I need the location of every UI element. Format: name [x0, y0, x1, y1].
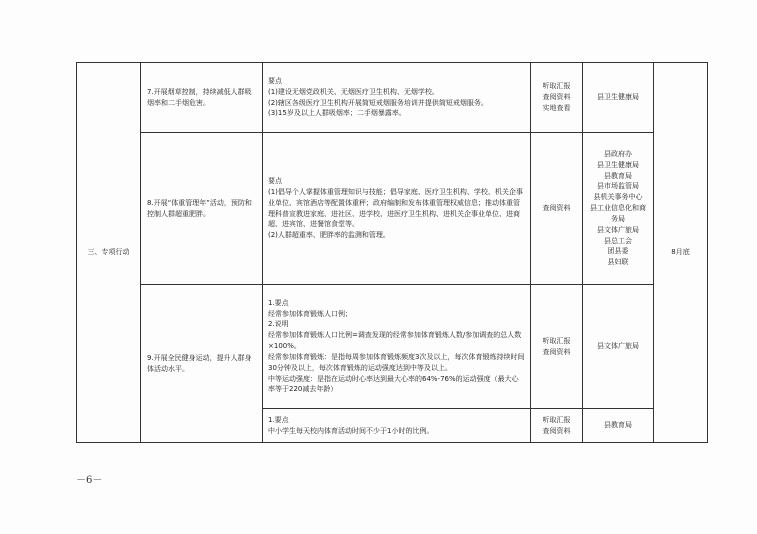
- req-line: 中小学生每天校内体育活动时间不少于1小时的比例。: [268, 426, 434, 435]
- page-number: －6－: [76, 475, 103, 486]
- req-line: 中等运动强度：是指在运动时心率达到最大心率的64%-76%的运动强度（最大心率等于220减去年龄）: [268, 374, 519, 394]
- method-line: 实地查看: [542, 103, 571, 112]
- department-8: [583, 133, 654, 285]
- task-8: 8.开展“体重管理年”活动，预防和控制人群超重肥胖。: [141, 133, 263, 285]
- department-7: [583, 63, 654, 133]
- department-name: 县教育局: [604, 171, 632, 180]
- method-8: [531, 133, 583, 285]
- req-line: 经常参加体育锻炼人口比例=调查发现的经常参加体育锻炼人数/参加调查的总人数×100%。: [268, 331, 522, 351]
- req-line: (1)建设无烟党政机关、无烟医疗卫生机构、无烟学校。: [268, 87, 439, 96]
- method-line: 听取汇报: [542, 82, 571, 91]
- section-label: 三、专项行动: [77, 63, 141, 443]
- method-9b: [531, 409, 583, 443]
- req-line: (2)人群超重率、肥胖率的监测和管理。: [268, 231, 390, 240]
- req-line: 2.说明: [268, 320, 289, 329]
- req-line: 经常参加体育锻炼：是指每周参加体育锻炼频度3次及以上，每次体育锻炼持续时间30分钟及以上，每次体育锻炼的运动强度达到中等及以上。: [268, 352, 525, 372]
- deadline: 8月底: [654, 63, 708, 443]
- department-name: 县文体广旅局: [597, 342, 639, 351]
- department-name: 县机关事务中心: [593, 193, 643, 202]
- evaluation-table: [76, 62, 708, 443]
- method-line: 听取汇报: [542, 336, 571, 345]
- req-line: 1.要点: [268, 415, 289, 424]
- task-7: 7.开展烟草控制，持续减低人群吸烟率和二手烟危害。: [141, 63, 263, 133]
- req-line: 1.要点: [268, 298, 289, 307]
- req-line: (2)辖区各级医疗卫生机构开展简短戒烟服务培训并提供简短戒烟服务。: [268, 98, 488, 107]
- method-7: [531, 63, 583, 133]
- department-name: 县教育局: [604, 421, 632, 430]
- department-name: 团县委: [607, 247, 629, 256]
- department-9b: [583, 409, 654, 443]
- table-row: [77, 63, 708, 133]
- requirements-9a: [263, 285, 531, 409]
- department-name: 县工业信息化和商: [590, 204, 646, 213]
- req-line: 经常参加体育锻炼人口例；: [268, 309, 352, 318]
- requirements-8: [263, 133, 531, 285]
- requirements-9b: [263, 409, 531, 443]
- department-name: 县政府办: [604, 149, 632, 158]
- req-line: (1)倡导个人掌握体重管理知识与技能；倡导家庭、医疗卫生机构、学校、机关企事业单位、宾馆酒店等配置体重秤；政府编制和发布体重管理权威信息；推动体重管理科普宣教进家庭、进社区、进学校、进医疗卫生机构、进机关企事业单位、进商超、进宾馆、进餐馆食堂等。: [268, 187, 523, 229]
- table-row: [77, 285, 708, 409]
- table-row: [77, 133, 708, 285]
- req-line: (3)15岁及以上人群吸烟率；二手烟暴露率。: [268, 109, 406, 118]
- method-line: 听取汇报: [542, 415, 571, 424]
- department-name: 县卫生健康局: [597, 93, 639, 102]
- method-9a: [531, 285, 583, 409]
- method-line: 查阅资料: [542, 426, 571, 435]
- requirements-7: [263, 63, 531, 133]
- req-line: 要点: [268, 76, 282, 85]
- department-name: 务局: [611, 214, 625, 223]
- department-name: 县市场监管局: [597, 182, 639, 191]
- department-name: 县文体广旅局: [597, 225, 639, 234]
- method-line: 查阅资料: [542, 93, 571, 102]
- department-name: 县卫生健康局: [597, 160, 639, 169]
- method-line: 查阅资料: [542, 204, 571, 213]
- task-9: 9.开展全民健身运动，提升人群身体活动水平。: [141, 285, 263, 443]
- department-name: 县总工会: [604, 236, 632, 245]
- department-name: 县妇联: [607, 258, 629, 267]
- department-9a: [583, 285, 654, 409]
- method-line: 查阅资料: [542, 347, 571, 356]
- req-line: 要点: [268, 176, 282, 185]
